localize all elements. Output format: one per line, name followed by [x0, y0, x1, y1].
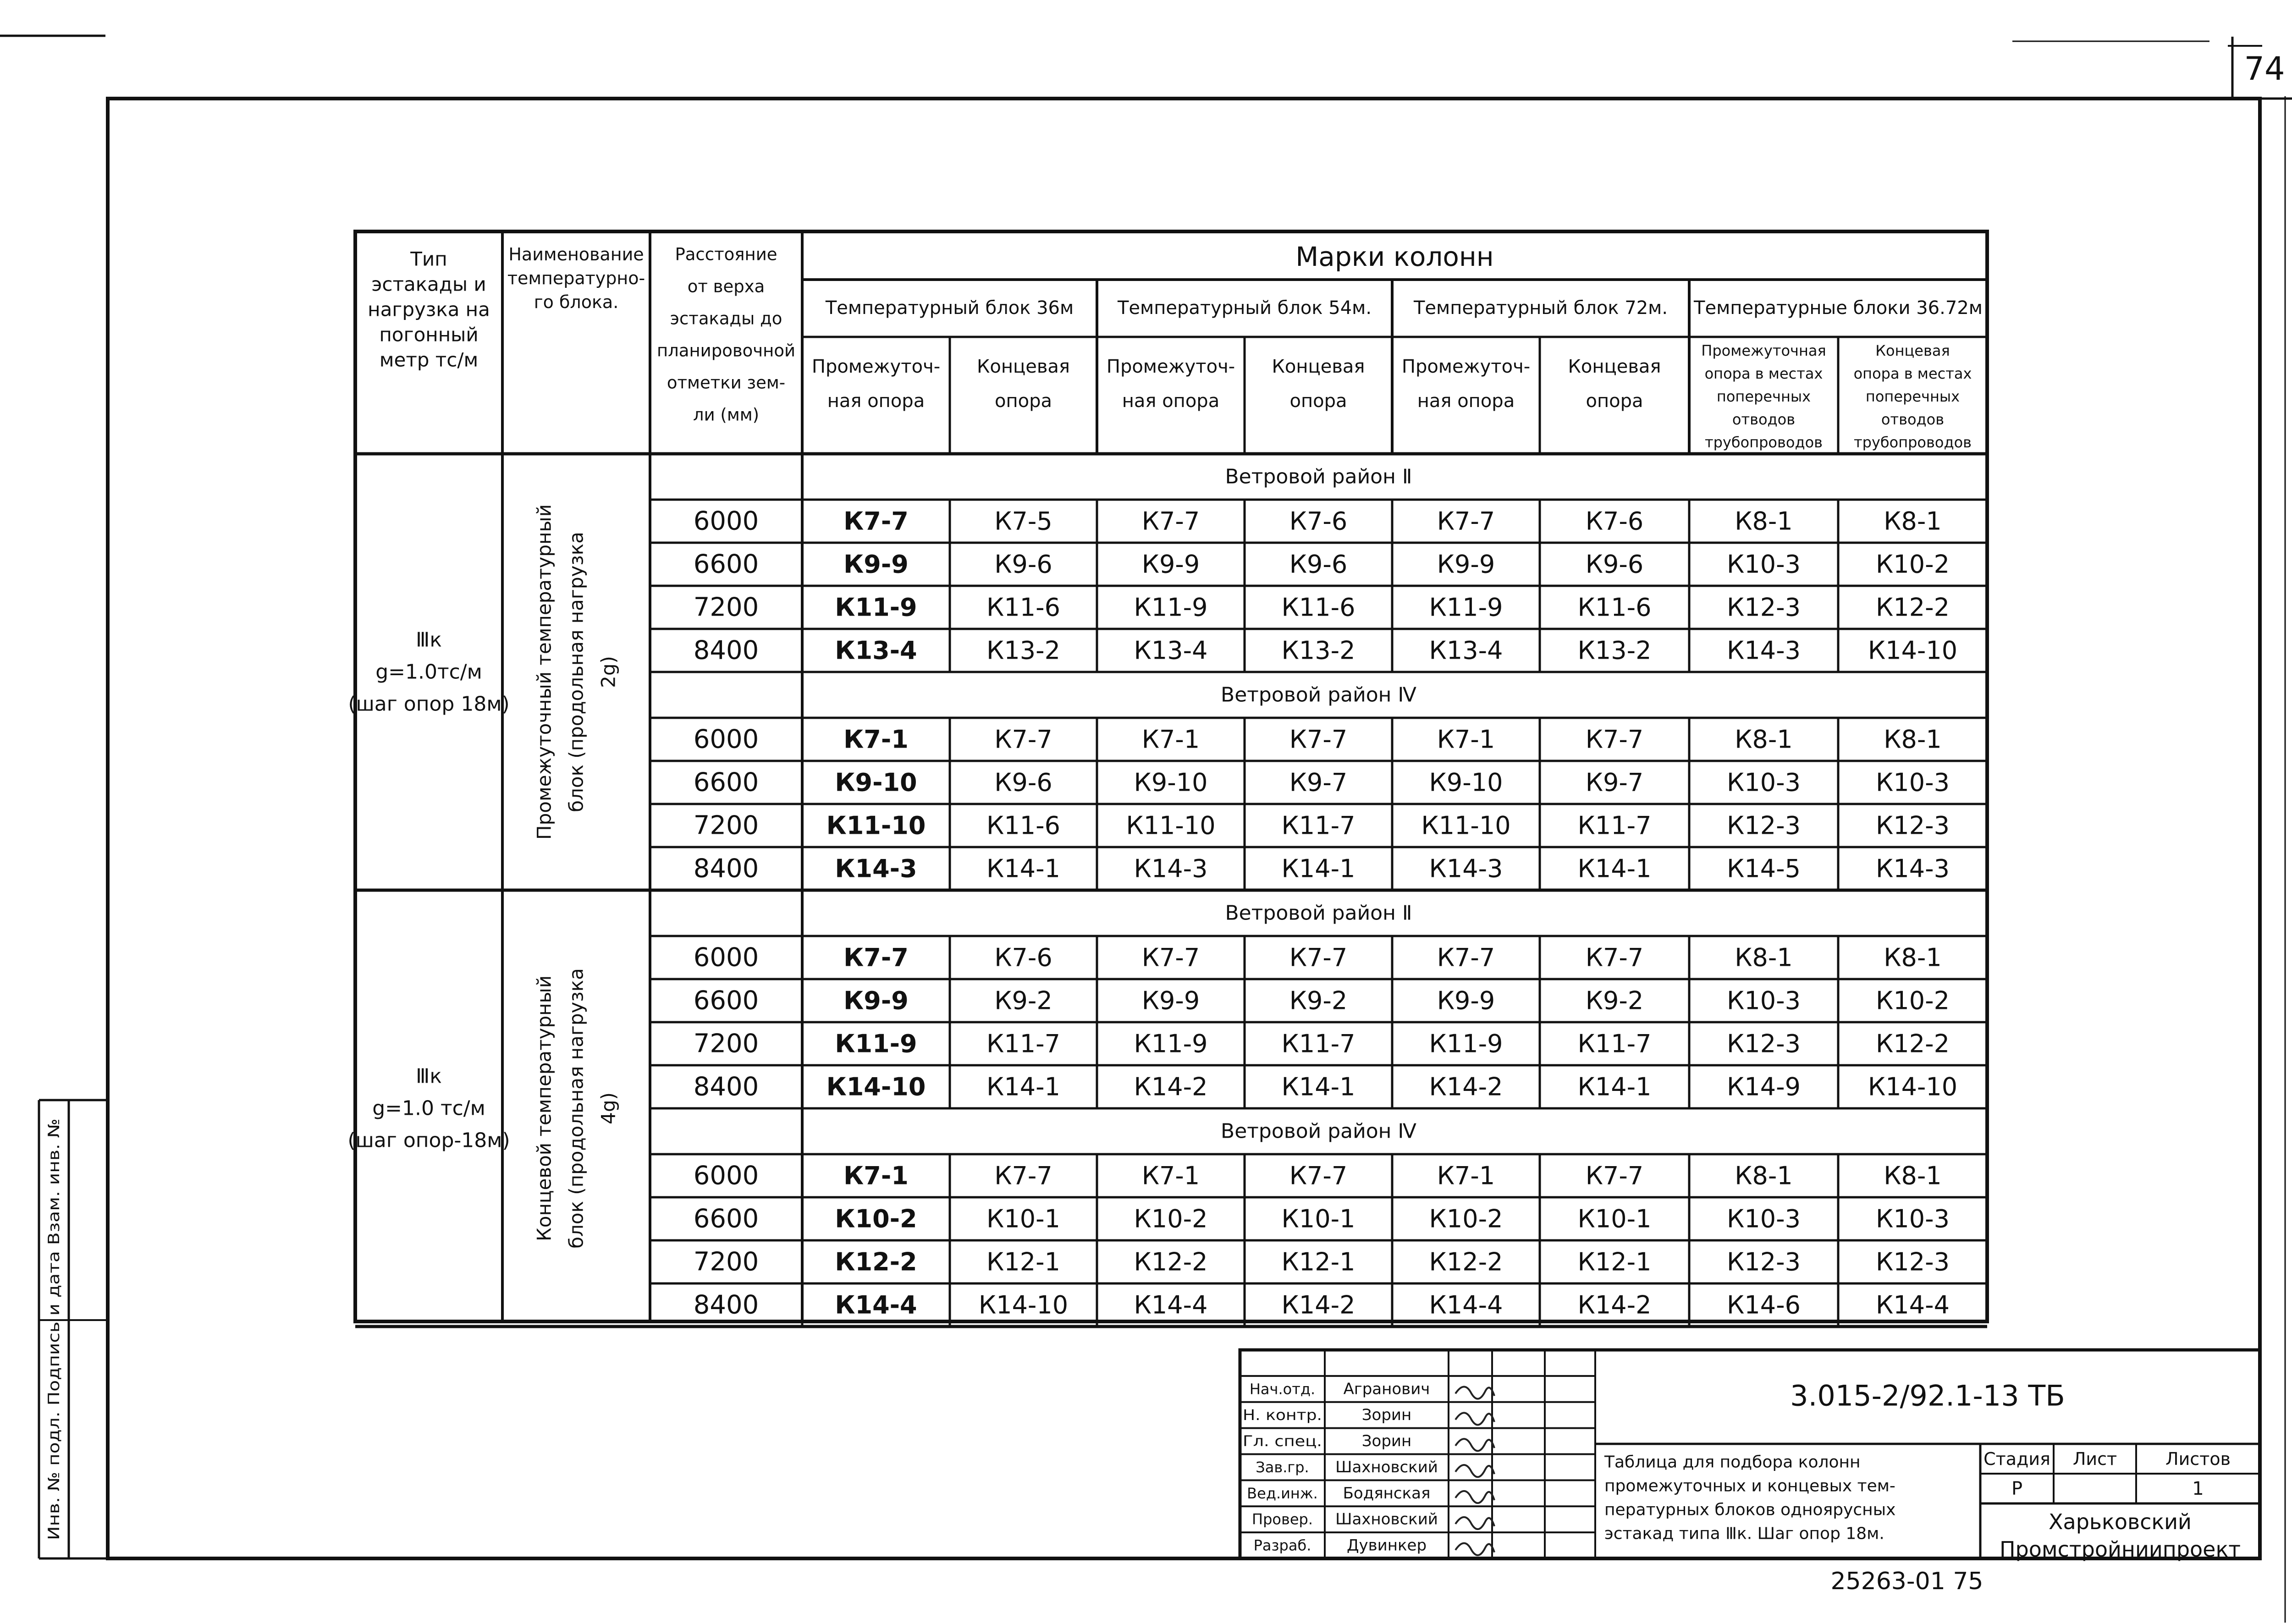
- header-block-name: Наименование: [508, 244, 644, 264]
- header-distance: ли (мм): [693, 405, 760, 425]
- header-type: Тип: [410, 248, 447, 270]
- column-mark: К9-10: [835, 768, 917, 797]
- signature: [1455, 1491, 1494, 1503]
- header-support-type: трубопроводов: [1704, 434, 1823, 451]
- column-mark: К9-9: [843, 986, 909, 1015]
- column-mark: К11-7: [1577, 1029, 1652, 1058]
- column-mark: К7-7: [1289, 725, 1348, 754]
- binding-strip-text: Инв. № подл. Подпись и дата Взам. инв. №: [45, 1188, 63, 1540]
- header-support-type: ная опора: [1122, 391, 1220, 412]
- temperature-block-name: 2g): [597, 656, 620, 688]
- column-mark: К7-6: [1289, 506, 1348, 536]
- column-mark: К11-9: [1134, 1029, 1208, 1058]
- column-mark: К12-2: [1134, 1247, 1208, 1277]
- archive-number: 25263-01 75: [1830, 1568, 1983, 1595]
- organization-name: Харьковский: [2049, 1509, 2192, 1534]
- header-type: погонный: [379, 323, 479, 346]
- estacade-type: (шаг опор 18м): [348, 692, 510, 716]
- staff-name: Зорин: [1361, 1432, 1412, 1451]
- staff-role: Гл. спец.: [1243, 1432, 1322, 1450]
- column-mark: К7-1: [1437, 1161, 1495, 1190]
- column-mark: К8-1: [1735, 725, 1793, 754]
- column-mark: К9-9: [1141, 550, 1200, 579]
- title-block: [1240, 1350, 2260, 1562]
- column-mark: К9-6: [1585, 550, 1644, 579]
- column-mark: К11-7: [1281, 1029, 1355, 1058]
- column-mark: К11-10: [826, 811, 926, 840]
- column-mark: К12-2: [1429, 1247, 1503, 1277]
- column-mark: К7-7: [1141, 506, 1200, 536]
- column-mark: К10-3: [1876, 768, 1950, 797]
- distance-value: 6600: [693, 985, 759, 1016]
- column-mark: К13-2: [986, 636, 1060, 665]
- temperature-block-name: блок (продольная нагрузка: [565, 532, 588, 812]
- distance-value: 6000: [693, 942, 759, 973]
- column-mark: К11-9: [1429, 1029, 1503, 1058]
- distance-value: 7200: [693, 592, 759, 622]
- column-mark: К8-1: [1884, 506, 1942, 536]
- estacade-type: g=1.0тс/м: [375, 660, 482, 684]
- column-mark: К7-7: [1289, 1161, 1348, 1190]
- document-description: Таблица для подбора колонн: [1604, 1453, 1861, 1472]
- organization-name: Промстройниипроект: [1999, 1537, 2241, 1562]
- header-support-type: ная опора: [1417, 391, 1515, 412]
- column-mark: К14-9: [1727, 1072, 1801, 1101]
- header-support-type: Концевая: [1568, 356, 1661, 377]
- column-mark: К7-1: [843, 1161, 909, 1190]
- column-mark: К14-3: [1429, 854, 1503, 883]
- column-mark: К11-10: [1126, 811, 1216, 840]
- column-mark: К14-1: [986, 1072, 1060, 1101]
- column-mark: К7-7: [843, 506, 909, 536]
- column-mark: К12-3: [1876, 811, 1950, 840]
- header-support-type: опора: [995, 391, 1052, 412]
- staff-role: Зав.гр.: [1256, 1458, 1309, 1476]
- distance-value: 6000: [693, 724, 759, 754]
- estacade-type: g=1.0 тс/м: [372, 1096, 485, 1120]
- column-mark: К14-4: [835, 1290, 917, 1320]
- staff-name: Зорин: [1361, 1406, 1412, 1425]
- column-mark: К12-3: [1727, 811, 1801, 840]
- column-mark: К11-7: [1577, 811, 1652, 840]
- header-support-type: опора: [1586, 391, 1643, 412]
- column-mark: К14-1: [1577, 854, 1652, 883]
- column-mark: К13-4: [835, 636, 917, 665]
- column-mark: К9-6: [994, 768, 1052, 797]
- column-mark: К11-7: [1281, 811, 1355, 840]
- column-mark: К7-5: [994, 506, 1052, 536]
- distance-value: 6000: [693, 506, 759, 536]
- distance-value: 6600: [693, 767, 759, 798]
- column-mark: К12-2: [835, 1247, 917, 1277]
- staff-role: Провер.: [1252, 1510, 1313, 1528]
- header-type: эстакады и: [371, 273, 486, 296]
- column-mark: К7-6: [994, 943, 1052, 972]
- column-mark: К14-10: [1868, 636, 1958, 665]
- column-mark: К11-6: [986, 593, 1060, 622]
- column-mark: К10-1: [1281, 1204, 1355, 1233]
- header-distance: Расстояние: [675, 244, 777, 264]
- column-mark: К14-4: [1429, 1290, 1503, 1320]
- signature: [1455, 1439, 1494, 1451]
- header-support-type: опора в местах: [1704, 365, 1823, 382]
- column-mark: К14-1: [1281, 854, 1355, 883]
- sheets-value: 1: [2192, 1478, 2204, 1499]
- column-mark: К14-3: [1876, 854, 1950, 883]
- column-mark: К11-6: [1281, 593, 1355, 622]
- column-mark: К9-9: [1437, 986, 1495, 1015]
- distance-value: 7200: [693, 810, 759, 841]
- column-mark: К13-4: [1429, 636, 1503, 665]
- distance-value: 8400: [693, 1290, 759, 1320]
- column-mark: К13-2: [1577, 636, 1652, 665]
- column-mark: К9-9: [1141, 986, 1200, 1015]
- stage-label: Стадия: [1983, 1449, 2050, 1469]
- column-mark: К12-1: [1281, 1247, 1355, 1277]
- column-mark: К9-6: [994, 550, 1052, 579]
- document-description: эстакад типа Ⅲк. Шаг опор 18м.: [1604, 1524, 1884, 1543]
- column-mark: К7-7: [1141, 943, 1200, 972]
- column-mark: К10-2: [1876, 986, 1950, 1015]
- column-mark: К12-3: [1727, 593, 1801, 622]
- column-mark: К14-3: [1727, 636, 1801, 665]
- document-code: 3.015-2/92.1-13 ТБ: [1790, 1379, 2065, 1413]
- column-mark: К14-10: [826, 1072, 926, 1101]
- column-mark: К7-1: [1141, 1161, 1200, 1190]
- distance-value: 8400: [693, 853, 759, 884]
- header-distance: планировочной: [656, 341, 796, 361]
- estacade-type: Ⅲк: [416, 628, 442, 652]
- header-distance: отметки зем-: [667, 373, 786, 393]
- header-support-type: Концевая: [1272, 356, 1365, 377]
- column-mark: К10-1: [1577, 1204, 1652, 1233]
- column-mark: К10-3: [1727, 986, 1801, 1015]
- column-table: [347, 231, 1987, 1327]
- header-support-type: трубопроводов: [1853, 434, 1972, 451]
- column-mark: К11-6: [986, 811, 1060, 840]
- header-support-type: ная опора: [827, 391, 925, 412]
- column-mark: К14-3: [1134, 854, 1208, 883]
- header-support-type: Промежуточ-: [1401, 356, 1531, 377]
- signature: [1455, 1465, 1494, 1477]
- distance-value: 7200: [693, 1029, 759, 1059]
- column-mark: К7-7: [1437, 943, 1495, 972]
- document-description: промежуточных и концевых тем-: [1604, 1476, 1895, 1496]
- column-mark: К7-7: [994, 725, 1052, 754]
- distance-value: 6600: [693, 1204, 759, 1234]
- sheet-number: 74: [2244, 50, 2285, 88]
- column-mark: К12-3: [1727, 1247, 1801, 1277]
- distance-value: 6600: [693, 549, 759, 579]
- column-mark: К8-1: [1884, 1161, 1942, 1190]
- header-support-type: опора: [1289, 391, 1347, 412]
- column-mark: К11-9: [835, 593, 917, 622]
- staff-role: Разраб.: [1253, 1536, 1311, 1554]
- column-mark: К8-1: [1735, 943, 1793, 972]
- header-support-type: поперечных: [1716, 388, 1811, 405]
- column-mark: К12-1: [1577, 1247, 1652, 1277]
- header-support-type: Промежуточная: [1701, 342, 1826, 359]
- column-mark: К14-1: [1281, 1072, 1355, 1101]
- column-mark: К11-9: [835, 1029, 917, 1058]
- column-mark: К7-7: [1585, 725, 1644, 754]
- column-mark: К10-3: [1727, 550, 1801, 579]
- column-mark: К11-7: [986, 1029, 1060, 1058]
- header-support-type: Концевая: [1875, 342, 1950, 359]
- column-mark: К8-1: [1735, 506, 1793, 536]
- header-support-type: Промежуточ-: [811, 356, 941, 377]
- column-mark: К7-6: [1585, 506, 1644, 536]
- column-mark: К14-4: [1134, 1290, 1208, 1320]
- column-mark: К14-3: [835, 854, 917, 883]
- column-mark: К7-7: [1585, 1161, 1644, 1190]
- column-mark: К9-2: [994, 986, 1052, 1015]
- column-mark: К11-10: [1421, 811, 1511, 840]
- column-mark: К14-1: [1577, 1072, 1652, 1101]
- staff-role: Вед.инж.: [1247, 1484, 1318, 1502]
- header-temperature-block: Температурный блок 36м: [825, 297, 1074, 319]
- temperature-block-name: блок (продольная нагрузка: [565, 968, 588, 1249]
- column-mark: К7-7: [994, 1161, 1052, 1190]
- column-mark: К8-1: [1735, 1161, 1793, 1190]
- temperature-block-name: 4g): [597, 1092, 620, 1124]
- column-mark: К8-1: [1884, 725, 1942, 754]
- column-mark: К10-2: [1134, 1204, 1208, 1233]
- header-block-name: го блока.: [534, 292, 619, 312]
- header-support-type: отводов: [1732, 411, 1796, 428]
- column-mark: К11-9: [1134, 593, 1208, 622]
- distance-value: 8400: [693, 1072, 759, 1102]
- column-mark: К14-2: [1429, 1072, 1503, 1101]
- document-description: пературных блоков одноярусных: [1604, 1500, 1896, 1519]
- column-mark: К9-2: [1585, 986, 1644, 1015]
- column-mark: К9-10: [1429, 768, 1503, 797]
- header-temperature-block: Температурный блок 54м.: [1117, 297, 1372, 319]
- column-mark: К14-10: [978, 1290, 1069, 1320]
- column-mark: К14-2: [1134, 1072, 1208, 1101]
- column-mark: К14-6: [1727, 1290, 1801, 1320]
- column-mark: К9-2: [1289, 986, 1348, 1015]
- header-support-type: опора в местах: [1853, 365, 1972, 382]
- header-support-type: Промежуточ-: [1106, 356, 1235, 377]
- header-type: нагрузка на: [368, 298, 490, 321]
- header-block-name: температурно-: [507, 268, 645, 288]
- header-column-marks: Марки колонн: [1295, 241, 1494, 272]
- column-mark: К13-4: [1134, 636, 1208, 665]
- column-mark: К7-7: [1585, 943, 1644, 972]
- column-mark: К10-1: [986, 1204, 1060, 1233]
- column-mark: К7-1: [1437, 725, 1495, 754]
- sheet-label: Лист: [2072, 1449, 2117, 1469]
- column-mark: К8-1: [1884, 943, 1942, 972]
- staff-role: Н. контр.: [1243, 1406, 1322, 1424]
- wind-region-label: Ветровой район Ⅳ: [1221, 1119, 1416, 1143]
- column-mark: К9-6: [1289, 550, 1348, 579]
- wind-region-label: Ветровой район Ⅱ: [1225, 901, 1412, 925]
- column-mark: К10-3: [1876, 1204, 1950, 1233]
- column-mark: К14-2: [1281, 1290, 1355, 1320]
- column-mark: К14-10: [1868, 1072, 1958, 1101]
- column-mark: К7-1: [1141, 725, 1200, 754]
- distance-value: 6000: [693, 1161, 759, 1191]
- column-mark: К12-1: [986, 1247, 1060, 1277]
- header-support-type: поперечных: [1865, 388, 1960, 405]
- temperature-block-name: Концевой температурный: [533, 975, 556, 1242]
- column-mark: К13-2: [1281, 636, 1355, 665]
- header-type: метр тс/м: [379, 348, 479, 371]
- column-mark: К9-9: [843, 550, 909, 579]
- signature: [1455, 1413, 1494, 1425]
- estacade-type: Ⅲк: [416, 1064, 442, 1088]
- header-support-type: отводов: [1881, 411, 1945, 428]
- staff-name: Агранович: [1343, 1380, 1430, 1398]
- staff-name: Бодянская: [1343, 1484, 1431, 1503]
- temperature-block-name: Промежуточный температурный: [533, 504, 556, 840]
- column-mark: К11-9: [1429, 593, 1503, 622]
- column-mark: К12-3: [1876, 1247, 1950, 1277]
- estacade-type: (шаг опор-18м): [347, 1129, 510, 1152]
- wind-region-label: Ветровой район Ⅱ: [1225, 465, 1412, 489]
- column-mark: К9-7: [1585, 768, 1644, 797]
- staff-name: Дувинкер: [1346, 1536, 1427, 1555]
- column-mark: К7-1: [843, 725, 909, 754]
- column-mark: К14-5: [1727, 854, 1801, 883]
- column-mark: К14-4: [1876, 1290, 1950, 1320]
- column-mark: К11-6: [1577, 593, 1652, 622]
- column-mark: К7-7: [1437, 506, 1495, 536]
- column-mark: К10-2: [1429, 1204, 1503, 1233]
- column-mark: К12-2: [1876, 593, 1950, 622]
- column-mark: К14-1: [986, 854, 1060, 883]
- column-mark: К9-10: [1134, 768, 1208, 797]
- staff-name: Шахновский: [1335, 1458, 1438, 1476]
- staff-name: Шахновский: [1335, 1510, 1438, 1529]
- column-mark: К9-7: [1289, 768, 1348, 797]
- header-temperature-block: Температурный блок 72м.: [1413, 297, 1668, 319]
- header-distance: эстакады до: [670, 308, 782, 329]
- column-mark: К7-7: [843, 943, 909, 972]
- distance-value: 8400: [693, 635, 759, 666]
- column-mark: К12-3: [1727, 1029, 1801, 1058]
- header-temperature-block: Температурные блоки 36.72м: [1693, 297, 1983, 319]
- signature: [1455, 1387, 1494, 1398]
- signature: [1455, 1543, 1494, 1555]
- column-mark: К7-7: [1289, 943, 1348, 972]
- column-mark: К10-3: [1727, 1204, 1801, 1233]
- stage-value: Р: [2011, 1478, 2023, 1499]
- column-mark: К10-2: [1876, 550, 1950, 579]
- wind-region-label: Ветровой район Ⅳ: [1221, 683, 1416, 707]
- header-distance: от верха: [687, 276, 765, 297]
- staff-role: Нач.отд.: [1249, 1380, 1316, 1398]
- header-support-type: Концевая: [976, 356, 1070, 377]
- signature: [1455, 1517, 1494, 1529]
- column-mark: К14-2: [1577, 1290, 1652, 1320]
- column-mark: К10-3: [1727, 768, 1801, 797]
- column-mark: К10-2: [835, 1204, 917, 1233]
- sheets-label: Листов: [2165, 1449, 2231, 1469]
- column-mark: К12-2: [1876, 1029, 1950, 1058]
- distance-value: 7200: [693, 1247, 759, 1277]
- column-mark: К9-9: [1437, 550, 1495, 579]
